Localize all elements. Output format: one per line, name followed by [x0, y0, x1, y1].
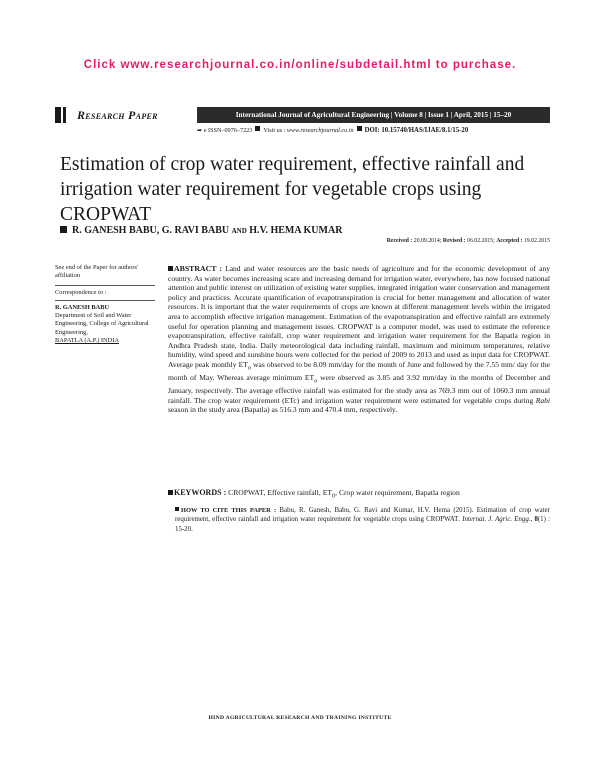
author-2: G. RAVI BABU	[161, 225, 230, 236]
abstract-bullet	[168, 266, 173, 271]
submission-dates	[200, 238, 550, 244]
citation-text-1: Babu, R. Ganesh, Babu, G. Ravi and Kumar, H.V. Hema (2015). Estimation of crop water requirement, effective rainfall and irrigation water requirement for vegetable crops using	[175, 507, 550, 524]
accepted-label: Accepted :	[496, 238, 523, 244]
paper-header	[55, 107, 550, 123]
subscript-o: o	[314, 377, 318, 385]
paper-title: Estimation of crop water requirement, effective rainfall and irrigation water requirement for vegetable crops using CROPWAT	[60, 154, 525, 225]
citation-cropwat: CROPWAT	[426, 516, 459, 524]
author-bullet	[60, 226, 67, 233]
citation-label: HOW TO CITE THIS PAPER :	[181, 507, 277, 514]
doi-text[interactable]: DOI: 10.15740/HAS/IJAE/8.1/15-20	[364, 127, 469, 134]
keywords-text-1: , Effective rainfall, ET	[263, 488, 332, 497]
journal-meta-line	[197, 126, 557, 136]
citation-journal: Internat. J. Agric. Engg.	[462, 516, 531, 524]
revised-date: 06.02.2015;	[467, 238, 495, 244]
abstract-text-4: season in the study area (Bapatla) as 516.3 mm and 470.4 mm, respectively.	[168, 405, 398, 415]
purchase-link[interactable]: Click www.researchjournal.co.in/online/subdetail.html to purchase.	[83, 59, 517, 71]
affiliation-sidebar	[55, 264, 155, 345]
citation-text-3: ,	[530, 516, 535, 524]
sidebar-divider	[55, 300, 155, 301]
visit-label: Visit us :	[263, 127, 286, 134]
revised-label: Revised :	[442, 238, 466, 244]
journal-website-link[interactable]: www.researchjournal.co.in	[286, 127, 354, 134]
header-bars-decoration	[55, 107, 67, 123]
publisher-footer: HIND AGRICULTURAL RESEARCH AND TRAINING INSTITUTE	[208, 715, 392, 721]
abstract-text-2: was observed to be 8.09 mm/day for the month of June and followed by the 7.55 mm/ day for the month of May. Whereas average minimum ET	[168, 359, 550, 383]
subscript-0: 0	[331, 492, 336, 500]
keyword-cropwat: CROPWAT	[228, 488, 264, 497]
author-3: H.V. HEMA KUMAR	[249, 225, 343, 236]
citation-text-2: .	[458, 516, 463, 524]
accepted-date: 19.02.2015	[523, 238, 550, 244]
subscript-o: o	[247, 364, 251, 372]
received-label: Received :	[386, 238, 413, 244]
sidebar-divider	[55, 285, 155, 286]
abstract-text-1: Land and water resources are the basic needs of agriculture and for the economic development of any country. As water becomes increasing scare and increasing demand for irrigation water, everywhere, has now focused national attention and public interest on utilization of existing water supplies, integrated irrigation water conservation and management policy and practices. Accurate quantification of evapotranspiration is crucial for better management and allocation of water resources. It is important that the water requirements of crops are known at different management levels within the irrigated area to accomplish effective irrigation management. Estimation of the evapotranspiration and effective rainfall are extremely useful for operation planning and management issues. CROPWAT is a computer model, was used to estimate the reference evapotranspiration, effective rainfall, crop water requirement and irrigation water requirement for the Bapatla region in Andhra Pradesh state, India. Daily meteorological data including rainfall, maximum and minimum temperatures, relative humidity, wind speed and sunshine hours were collected for the period of 2009 to 2013 and used as input data for CROPWAT. Average peak monthly ET	[168, 264, 550, 369]
keywords	[168, 488, 550, 502]
abstract-text-3: were observed as 3.85 and 3.92 mm/day in the months of December and January, respectively. The average effective rainfall was estimated for the study area as 769.3 mm out of 1060.3 mm annual rainfall. The crop water requirement (ETc) and irrigation water requirement were estimated for vegetable crops during	[168, 373, 550, 405]
author-1: R. GANESH BABU,	[72, 225, 160, 236]
separator-square	[255, 126, 260, 131]
rabi-term: Rabi	[535, 395, 550, 405]
separator-square	[357, 126, 362, 131]
citation-bullet	[175, 507, 179, 511]
keywords-text-2: , Crop water requirement, Bapatla region	[335, 488, 460, 497]
received-date: 20.09.2014;	[413, 238, 442, 244]
citation-volume: 8	[534, 516, 538, 524]
citation-text-4: (1) : 15-20.	[175, 516, 550, 533]
author-list	[60, 225, 550, 236]
corresponding-author-city: BAPATLA (A.P.) INDIA	[55, 337, 120, 345]
abstract-label: ABSTRACT :	[174, 264, 223, 273]
journal-info-bar: International Journal of Agricultural Engineering | Volume 8 | Issue 1 | April, 2015 | 15–20	[197, 107, 550, 123]
keywords-bullet	[168, 490, 173, 495]
abstract	[168, 264, 550, 415]
corresponding-author-name: R. GANESH BABU	[55, 303, 110, 311]
citation	[175, 506, 550, 534]
paper-type-label: Research Paper	[77, 108, 158, 122]
globe-icon: ➦	[197, 127, 203, 134]
keywords-label: KEYWORDS :	[174, 488, 227, 497]
correspondence-label: Correspondence to :	[55, 288, 107, 296]
corresponding-author-address: Department of Soil and Water Engineering, College of Agricultural Engineering,	[55, 312, 149, 336]
author-conjunction: and	[231, 225, 247, 236]
affiliation-note: See end of the Paper for authors' affiliation	[55, 264, 139, 280]
issn-text: e ISSN–0976–7223	[203, 127, 253, 134]
